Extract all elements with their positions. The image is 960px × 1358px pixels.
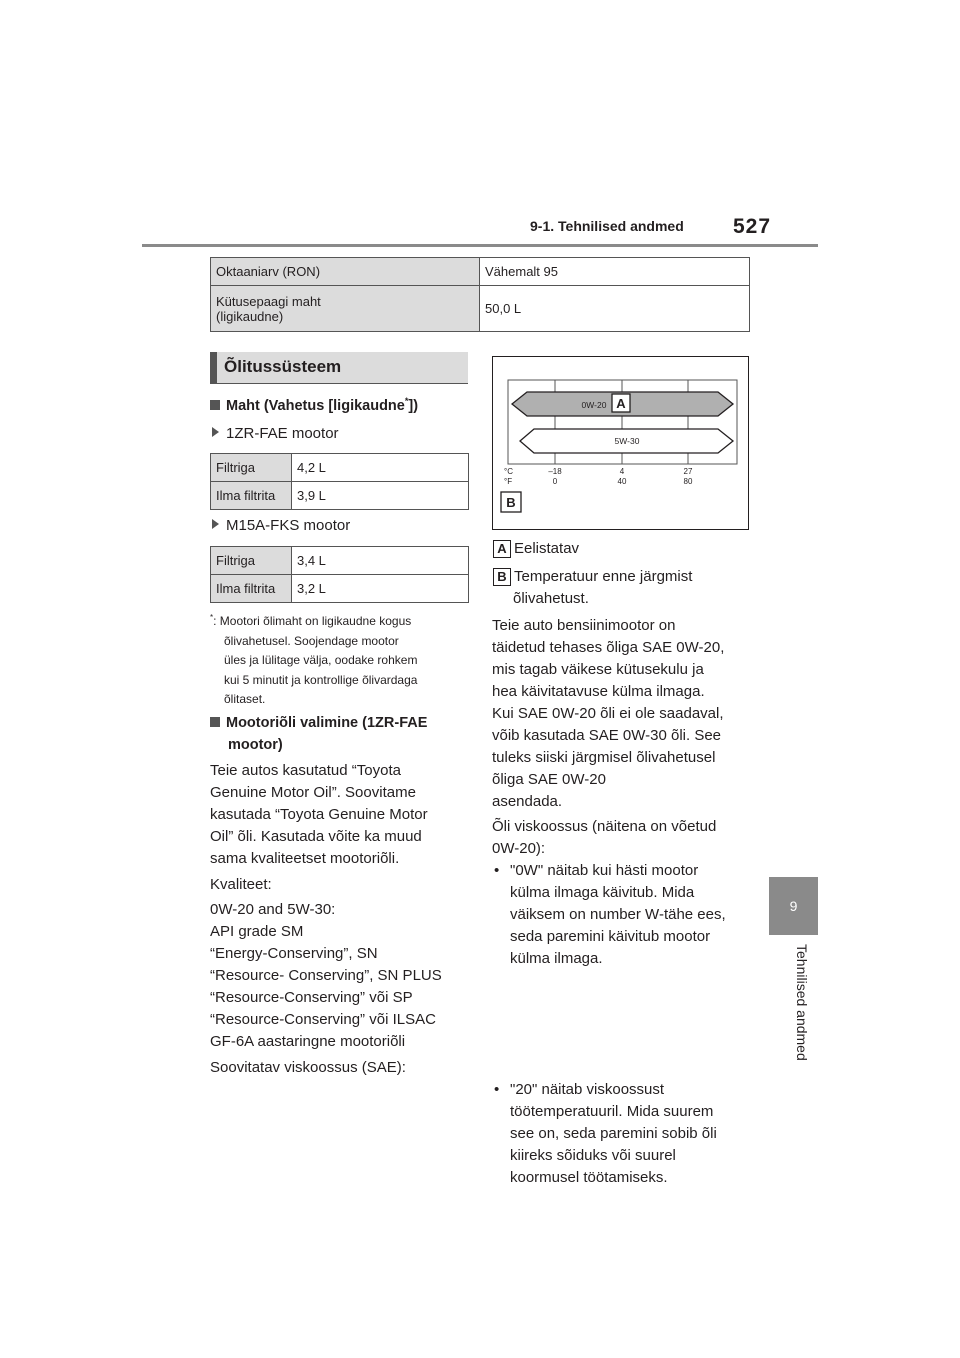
engine-1-label: 1ZR-FAE mootor <box>212 423 339 445</box>
table-row <box>211 547 469 575</box>
engine-2-capacity-table <box>210 546 469 603</box>
engine-2-label: M15A-FKS mootor <box>212 515 350 537</box>
table-cell-label: Ilma filtrita <box>211 482 292 510</box>
legend-a: A Eelistatav <box>493 538 579 560</box>
table-cell-value: Vähemalt 95 <box>480 258 750 286</box>
table-cell-value: 3,9 L <box>292 482 469 510</box>
table-row <box>211 258 750 286</box>
chapter-tab: 9 <box>769 877 818 935</box>
capacity-heading: Maht (Vahetus [ligikaudne*]) <box>210 396 418 414</box>
oil-selection-heading: Mootoriõli valimine (1ZR-FAE mootor) <box>210 712 427 756</box>
quality-label: Kvaliteet: <box>210 876 272 893</box>
tick-label-c: 27 <box>683 467 693 476</box>
engine-1-capacity-table <box>210 453 469 510</box>
tick-label-f: 0 <box>552 477 558 486</box>
marker-b: B <box>506 495 516 510</box>
marker-a: A <box>616 396 626 411</box>
legend-letter-b: B <box>493 568 511 586</box>
page-number: 527 <box>733 215 772 238</box>
bullet-item: • "0W" näitab kui hästi mootor külma ilmaga käivitub. Mida väiksem on number W-tähe ees, seda paremini käivitub mootor külma ilmaga. <box>492 860 960 970</box>
table-cell-value: 3,2 L <box>292 575 469 603</box>
table-cell-label: Filtriga <box>211 547 292 575</box>
table-row <box>211 454 469 482</box>
table-cell-label: Ilma filtrita <box>211 575 292 603</box>
table-row <box>211 286 750 332</box>
square-bullet-icon <box>210 400 220 410</box>
section-heading-text: Õlitussüsteem <box>224 357 342 376</box>
grade-label-0w20: 0W-20 <box>581 400 607 410</box>
footnote-line: õlivahetusel. Soojendage mootor <box>224 633 399 648</box>
tick-label-c: 4 <box>619 467 625 476</box>
unit-fahrenheit: °F <box>504 477 513 486</box>
engine-oil-paragraph: Teie auto bensiinimootor on täidetud tehases õliga SAE 0W-20, mis tagab väikese kütusekulu ja hea käivitatavuse külma ilmaga. Kui SAE 0W-20 õli ei ole saadaval, võib kasutada SAE 0W-30 õli. See tuleks siiski järgmisel õlivahetusel õliga SAE 0W-20 asendada. <box>492 617 725 810</box>
viscosity-explanation: Õli viskoossus (näitena on võetud 0W-20): <box>492 818 717 857</box>
table-cell-label: Filtriga <box>211 454 292 482</box>
footnote <box>210 608 472 710</box>
viscosity-label: Soovitatav viskoossus (SAE): <box>210 1059 406 1076</box>
label-line: Kütusepaagi maht <box>216 293 321 309</box>
running-header-section: 9-1. Tehnilised andmed <box>530 218 684 234</box>
section-heading-bar <box>210 352 217 383</box>
table-cell-value: 3,4 L <box>292 547 469 575</box>
footnote-line: õlitaset. <box>224 692 266 706</box>
tick-label-f: 40 <box>617 477 627 486</box>
tick-label-f: 80 <box>683 477 693 486</box>
unit-celsius: °C <box>504 467 513 476</box>
legend-b: B Temperatuur enne järgmist õlivahetust. <box>493 566 692 610</box>
header-rule <box>142 244 818 247</box>
footnote-line: kui 5 minutit ja kontrollige õlivardaga <box>224 672 418 687</box>
oil-paragraph: Teie autos kasutatud “Toyota Genuine Motor Oil”. Soovitame kasutada “Toyota Genuine Motor Oil” õli. Kasutada võite ka muud sama kvaliteetset mootoriõli. <box>210 762 428 867</box>
table-cell-value: 4,2 L <box>292 454 469 482</box>
footnote-line: üles ja lülitage välja, oodake rohkem <box>224 653 418 667</box>
chapter-tab-label: Tehnilised andmed <box>794 944 810 1061</box>
square-bullet-icon <box>210 717 220 727</box>
label-line: (ligikaudne) <box>216 308 284 324</box>
quality-list: 0W-20 and 5W-30: API grade SM “Energy-Conserving”, SN “Resource- Conserving”, SN PLUS “Resource-Conserving” või SP “Resource-Conserving” või ILSAC GF-6A aastaringne mootoriõli <box>210 901 442 1050</box>
legend-letter-a: A <box>493 540 511 558</box>
section-heading <box>210 352 468 384</box>
fuel-spec-table <box>210 257 750 332</box>
triangle-bullet-icon <box>212 427 219 437</box>
tick-label-c: –18 <box>548 467 562 476</box>
table-cell-label: Oktaaniarv (RON) <box>211 258 480 286</box>
footnote-line: *: Mootori õlimaht on ligikaudne kogus <box>210 613 412 628</box>
bullet-item: • "20" näitab viskoossust töötemperatuuril. Mida suurem see on, seda paremini sobib õli kiireks sõiduks või suurel koormusel töötamiseks. <box>492 1079 960 1189</box>
triangle-bullet-icon <box>212 519 219 529</box>
table-cell-value: 50,0 L <box>480 286 750 332</box>
table-row <box>211 575 469 603</box>
table-cell-label <box>211 286 480 332</box>
viscosity-temperature-diagram <box>492 356 749 530</box>
grade-label-5w30: 5W-30 <box>614 436 640 446</box>
table-row <box>211 482 469 510</box>
